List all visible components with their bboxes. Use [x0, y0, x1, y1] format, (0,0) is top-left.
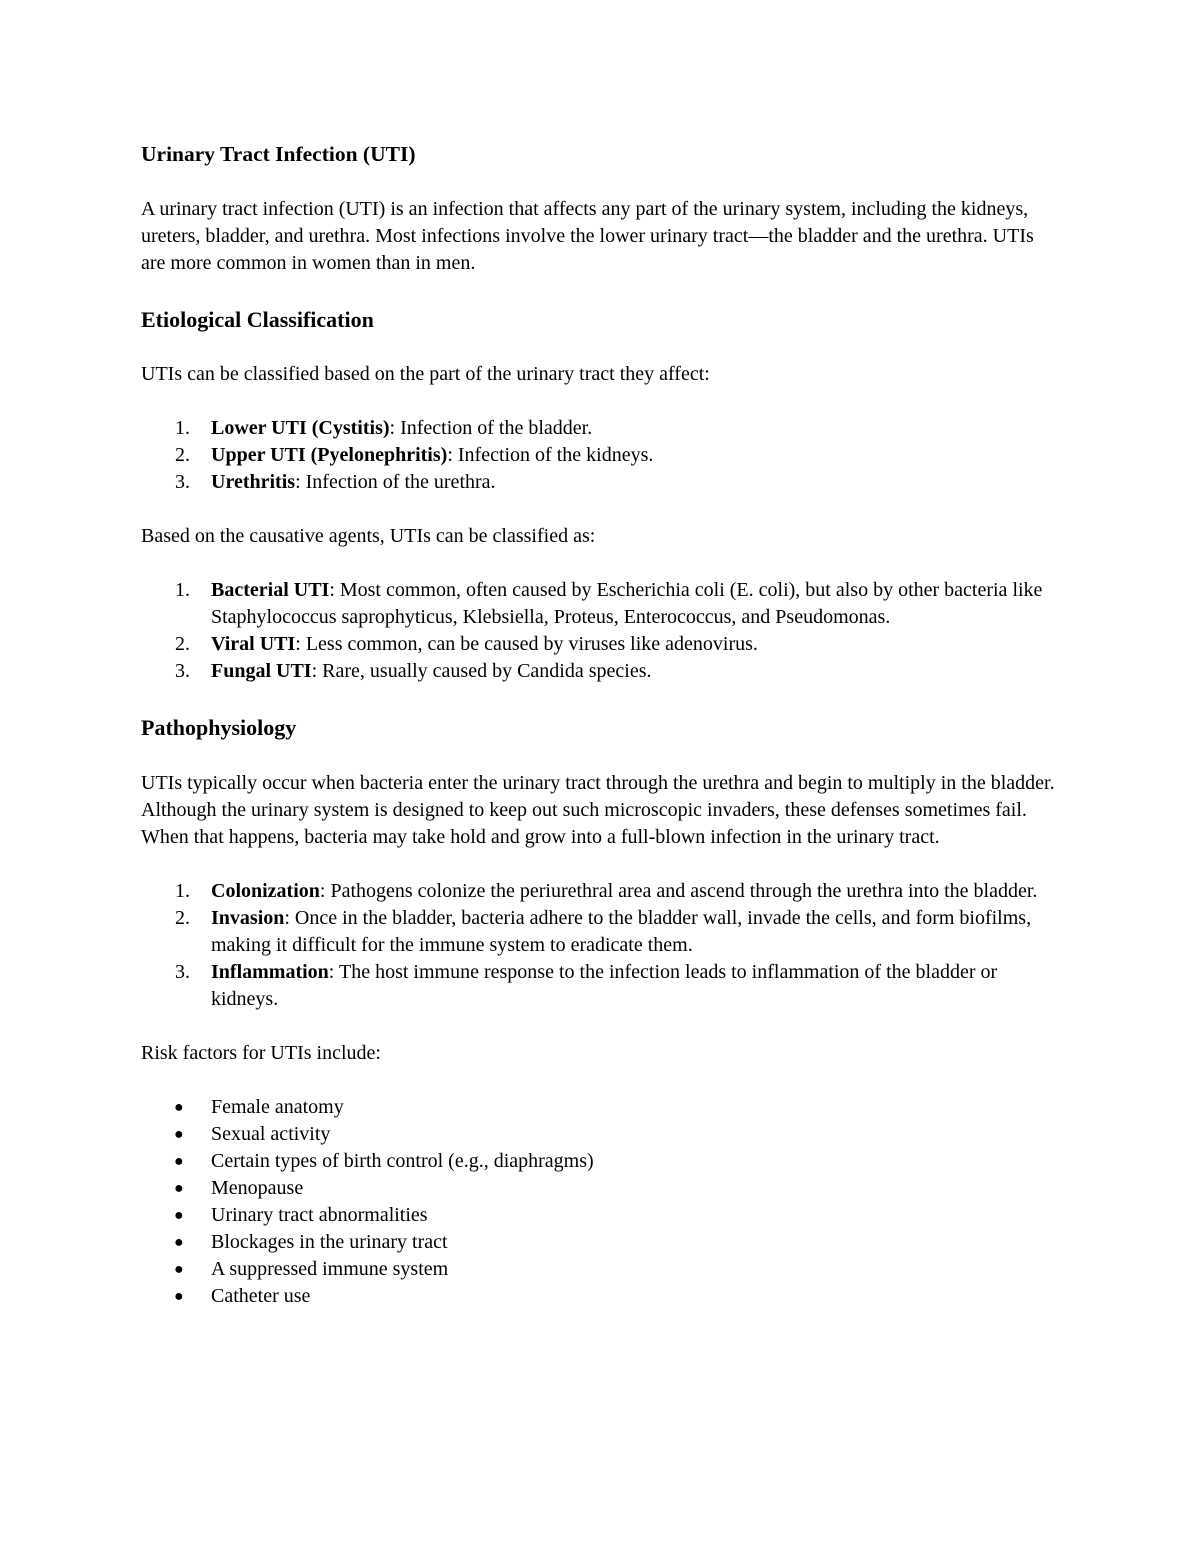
list-item — [141, 577, 1061, 631]
site-classification-list — [141, 415, 1061, 496]
list-number: 2. — [175, 633, 190, 656]
item-term: Colonization — [211, 879, 320, 902]
item-description: : Less common, can be caused by viruses like adenovirus. — [295, 633, 758, 656]
list-number: 1. — [175, 579, 190, 602]
list-item — [141, 959, 1061, 1013]
item-term: Viral UTI — [211, 633, 296, 656]
bullet-icon: ● — [174, 1179, 184, 1197]
risk-factor-text: Female anatomy — [211, 1095, 344, 1118]
bullet-icon: ● — [174, 1287, 184, 1305]
list-item — [141, 469, 1061, 496]
risk-factor-text: A suppressed immune system — [211, 1257, 449, 1280]
list-item — [141, 1202, 1061, 1229]
list-item — [141, 905, 1061, 959]
list-item — [141, 878, 1061, 905]
list-number: 1. — [175, 879, 190, 902]
list-number: 3. — [175, 960, 190, 983]
etiology-site-intro: UTIs can be classified based on the part of the urinary tract they affect: — [141, 363, 710, 386]
list-item — [141, 1094, 1061, 1121]
item-description: : Once in the bladder, bacteria adhere to the bladder wall, invade the cells, and form biofilms, making it difficult for the immune system to eradicate them. — [211, 906, 1032, 956]
list-number: 2. — [175, 906, 190, 929]
risk-factor-text: Catheter use — [211, 1284, 311, 1307]
item-description: : Rare, usually caused by Candida species. — [311, 660, 652, 683]
list-number: 1. — [175, 417, 190, 440]
risk-factor-text: Blockages in the urinary tract — [211, 1230, 448, 1253]
item-term: Inflammation — [211, 960, 329, 983]
bullet-icon: ● — [174, 1125, 184, 1143]
etiology-heading: Etiological Classification — [141, 306, 374, 332]
list-item — [141, 1175, 1061, 1202]
list-item — [141, 1256, 1061, 1283]
item-description: : Infection of the bladder. — [389, 417, 593, 440]
risk-factor-text: Sexual activity — [211, 1122, 331, 1145]
list-item — [141, 658, 1061, 685]
bullet-icon: ● — [174, 1206, 184, 1224]
list-number: 2. — [175, 444, 190, 467]
agent-classification-list — [141, 577, 1061, 685]
list-item — [141, 1283, 1061, 1310]
list-number: 3. — [175, 471, 190, 494]
risk-factors-intro: Risk factors for UTIs include: — [141, 1041, 381, 1064]
item-term: Lower UTI (Cystitis) — [211, 417, 390, 440]
document-title: Urinary Tract Infection (UTI) — [141, 142, 416, 166]
list-item — [141, 631, 1061, 658]
bullet-icon: ● — [174, 1152, 184, 1170]
risk-factor-text: Urinary tract abnormalities — [211, 1203, 428, 1226]
list-item — [141, 1229, 1061, 1256]
list-number: 3. — [175, 660, 190, 683]
item-description: : Pathogens colonize the periurethral area and ascend through the urethra into the bladder. — [319, 879, 1038, 902]
item-term: Bacterial UTI — [211, 579, 330, 602]
item-description: : Infection of the kidneys. — [447, 444, 654, 467]
item-term: Invasion — [211, 906, 285, 929]
item-description: : The host immune response to the infection leads to inflammation of the bladder or kidneys. — [211, 960, 998, 1010]
bullet-icon: ● — [174, 1233, 184, 1251]
etiology-agent-intro: Based on the causative agents, UTIs can be classified as: — [141, 525, 596, 548]
list-item — [141, 415, 1061, 442]
item-description: : Infection of the urethra. — [295, 471, 496, 494]
item-description: : Most common, often caused by Escherichia coli (E. coli), but also by other bacteria like Staphylococcus saprophyticus, Klebsiella, Proteus, Enterococcus, and Pseudomonas. — [211, 579, 1043, 629]
item-term: Urethritis — [211, 471, 296, 494]
risk-factor-text: Certain types of birth control (e.g., diaphragms) — [211, 1149, 594, 1172]
bullet-icon: ● — [174, 1260, 184, 1278]
item-term: Upper UTI (Pyelonephritis) — [211, 444, 448, 467]
list-item — [141, 1148, 1061, 1175]
pathogenesis-steps-list — [141, 878, 1061, 1013]
pathophysiology-heading: Pathophysiology — [141, 715, 297, 741]
pathophysiology-intro: UTIs typically occur when bacteria enter the urinary tract through the urethra and begin to multiply in the bladder. Although the urinary system is designed to keep out such microscopic invaders, these defenses sometimes fail. When that happens, bacteria may take hold and grow into a full-blown infection in the urinary tract. — [141, 771, 1055, 848]
list-item — [141, 442, 1061, 469]
risk-factor-text: Menopause — [211, 1176, 304, 1199]
intro-paragraph: A urinary tract infection (UTI) is an infection that affects any part of the urinary system, including the kidneys, ureters, bladder, and urethra. Most infections involve the lower urinary tract—the bladder and the urethra. UTIs are more common in women than in men. — [141, 197, 1034, 274]
item-term: Fungal UTI — [211, 660, 312, 683]
list-item — [141, 1121, 1061, 1148]
risk-factors-list — [141, 1094, 1061, 1310]
document-page — [141, 142, 1061, 1310]
bullet-icon: ● — [174, 1098, 184, 1116]
